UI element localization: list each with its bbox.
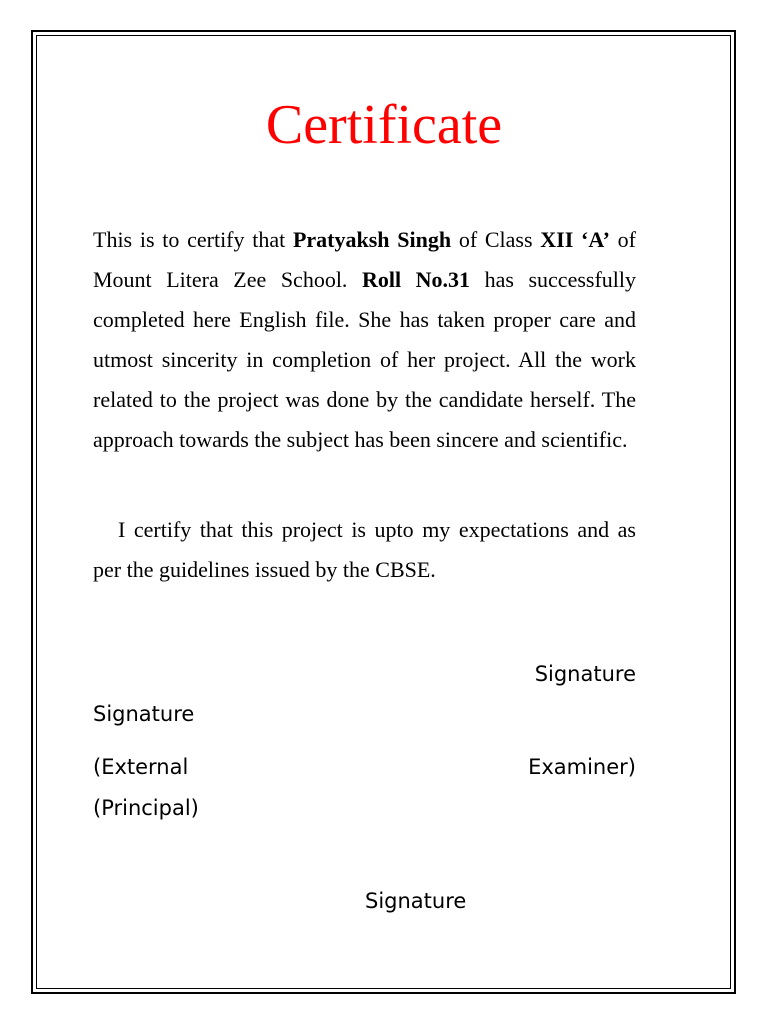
external-label-right: Examiner): [528, 755, 636, 779]
bottom-signature: Signature: [365, 889, 467, 913]
principal-signature: Signature: [93, 702, 195, 726]
roll-number: Roll No.31: [361, 267, 471, 292]
intro-text: This is to certify that: [93, 227, 293, 252]
external-signature: Signature: [534, 662, 636, 686]
external-label-left: (External: [93, 755, 189, 779]
certificate-paragraph-2: I certify that this project is upto my expectations and as per the guidelines issued by the CBSE.: [93, 517, 636, 582]
certificate-paragraph-1: [93, 220, 636, 460]
of-class-text: of Class: [451, 227, 541, 252]
class-name: XII ‘A’: [540, 227, 610, 252]
certificate-title: Certificate: [265, 94, 503, 156]
student-name: Pratyaksh Singh: [292, 227, 452, 252]
school-text: of Mount Litera Zee School.: [93, 227, 637, 292]
principal-label: (Principal): [93, 796, 199, 820]
paragraph-rest-text: has successfully completed here English file. She has taken proper care and utmost sincerity in completion of her project. All the work related to the project was done by the candidate herself. The approach towards the subject has been sincere and scientific.: [93, 267, 637, 452]
